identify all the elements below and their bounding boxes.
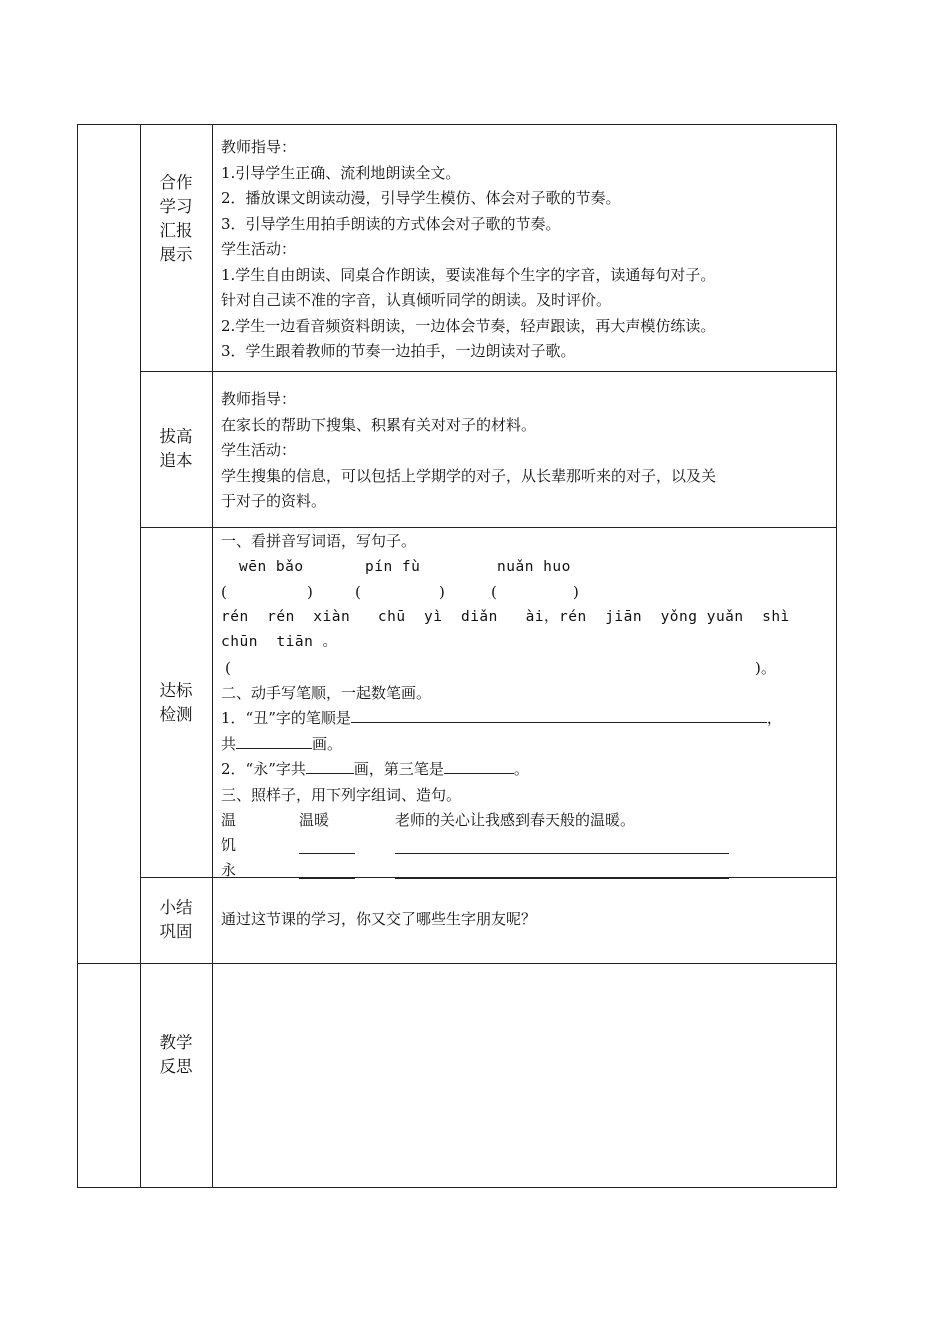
section-heading: 三、照样子，用下列字组词、造句。 xyxy=(221,785,462,804)
answer-blank-close: ) xyxy=(439,582,445,601)
example-sentence: 老师的关心让我感到春天般的温暖。 xyxy=(395,811,636,829)
answer-blanks-row xyxy=(221,580,830,605)
stroke-order-question: 1．“丑”字的笔顺是 ， xyxy=(221,706,830,732)
text-line: 针对自己读不准的字音，认真倾听同学的朗读。及时评价。 xyxy=(221,291,612,309)
column-divider xyxy=(212,125,213,1187)
word-blank[interactable] xyxy=(299,837,355,854)
answer-blank-open: ( xyxy=(221,582,227,601)
row-divider xyxy=(78,963,836,964)
sentence-blank[interactable] xyxy=(395,837,729,854)
text-line: 学生搜集的信息，可以包括上学期学的对子，从长辈那听来的对子，以及关 xyxy=(221,466,717,485)
pinyin-word: nuǎn huo xyxy=(497,558,571,575)
text-line: 教师指导： xyxy=(221,138,297,156)
pinyin-row xyxy=(221,555,830,580)
row-content-bagao xyxy=(221,387,830,515)
row-divider xyxy=(140,371,836,372)
answer-blank-close: )。 xyxy=(755,658,776,677)
row-label-fansi: 教学 反思 xyxy=(159,1033,193,1076)
text-line: 教师指导： xyxy=(221,390,297,408)
row-label-bagao: 拔高 追本 xyxy=(159,427,193,470)
text-line: 1.引导学生正确、流利地朗读全文。 xyxy=(221,163,461,182)
fill-blank[interactable] xyxy=(306,757,354,774)
text-line: 学生活动： xyxy=(221,240,297,258)
row-content-dabiao xyxy=(221,529,830,883)
column-divider xyxy=(140,125,141,1187)
row-content-hezuo xyxy=(221,135,830,365)
stroke-count-question: 共 画。 xyxy=(221,732,830,758)
answer-blank-open: ( xyxy=(225,658,231,677)
practice-char: 永 xyxy=(221,861,237,879)
text-line: 3．学生跟着教师的节奏一边拍手，一边朗读对子歌。 xyxy=(221,342,576,360)
practice-row xyxy=(221,858,830,883)
example-char: 温 xyxy=(221,811,237,829)
text-line: 2.学生一边看音频资料朗读，一边体会节奏，轻声跟读，再大声模仿练读。 xyxy=(221,316,716,335)
pinyin-word: wēn bǎo xyxy=(239,558,304,575)
text-line: 在家长的帮助下搜集、积累有关对对子的材料。 xyxy=(221,415,537,434)
text-line: 1.学生自由朗读、同桌合作朗读，要读准每个生字的字音，读通每句对子。 xyxy=(221,265,716,284)
practice-row xyxy=(221,833,830,858)
word-blank[interactable] xyxy=(299,862,355,879)
example-row xyxy=(221,808,830,833)
text-line: 通过这节课的学习，你又交了哪些生字朋友呢？ xyxy=(221,910,537,928)
stroke-question-yong: 2．“永”字共 画，第三笔是 。 xyxy=(221,757,830,783)
pinyin-word: pín fù xyxy=(365,558,421,575)
pinyin-sentence: chūn tiān 。 xyxy=(221,634,338,650)
answer-blank-close: ) xyxy=(573,582,579,601)
text-line: 3．引导学生用拍手朗读的方式体会对子歌的节奏。 xyxy=(221,214,561,233)
text-line: 2．播放课文朗读动漫，引导学生模仿、体会对子歌的节奏。 xyxy=(221,189,621,207)
answer-blank-close: ) xyxy=(307,582,313,601)
example-word: 温暖 xyxy=(299,811,330,829)
pinyin-sentence: rén rén xiàn chū yì diǎn ài，rén jiān yǒng yuǎn shì xyxy=(221,608,790,625)
sentence-blank[interactable] xyxy=(395,862,729,879)
fill-blank[interactable] xyxy=(444,757,514,774)
lesson-table xyxy=(77,124,837,1188)
row-content-xiaojie xyxy=(221,907,830,933)
row-label-dabiao: 达标 检测 xyxy=(159,681,193,724)
answer-blank-open: ( xyxy=(491,582,497,601)
reflection-area[interactable] xyxy=(221,975,830,1175)
practice-char: 饥 xyxy=(221,836,237,854)
row-divider xyxy=(140,527,836,528)
section-heading: 二、动手写笔顺，一起数笔画。 xyxy=(221,683,432,702)
answer-blank-open: ( xyxy=(355,582,361,601)
fill-blank[interactable] xyxy=(351,706,767,723)
sentence-blank-row xyxy=(221,656,830,681)
fill-blank[interactable] xyxy=(236,732,312,749)
row-label-xiaojie: 小结 巩固 xyxy=(159,898,193,941)
text-line: 于对子的资料。 xyxy=(221,492,327,510)
text-line: 学生活动： xyxy=(221,441,297,459)
section-heading: 一、看拼音写词语，写句子。 xyxy=(221,532,417,550)
row-label-hezuo: 合作 学习 汇报 展示 xyxy=(159,173,193,264)
